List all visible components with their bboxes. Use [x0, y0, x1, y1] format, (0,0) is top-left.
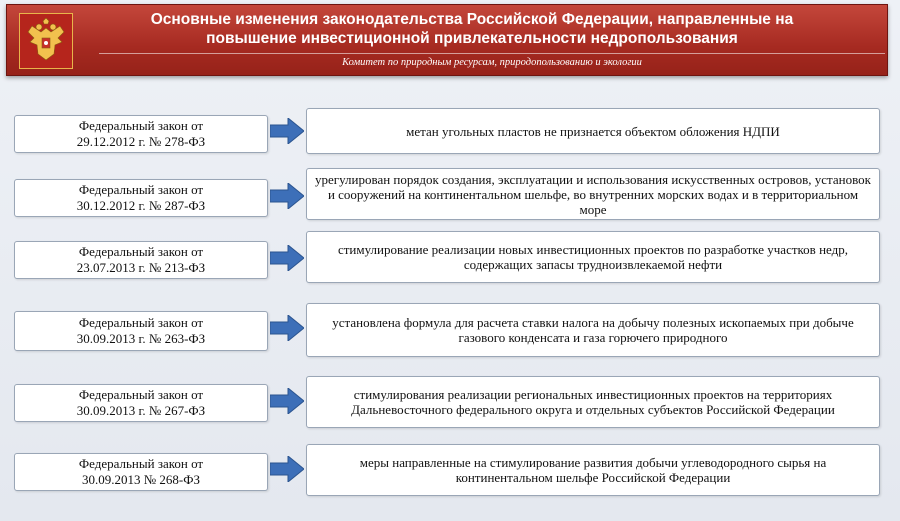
description-text: стимулирования реализации региональных инвестиционных проектов на территориях Дальневосточного федерального округа и отдельных субъектов Российской Федерации — [351, 387, 835, 417]
law-box — [14, 115, 268, 153]
page-title: Основные изменения законодательства Российской Федерации, направленные на повышение инвестиционной привлекательности недропользования — [150, 11, 794, 47]
description-text: стимулирование реализации новых инвестиционных проектов по разработке участков недр, содержащих запасы трудноизвлекаемой нефти — [337, 242, 848, 272]
law-number: 29.12.2012 г. № 278-ФЗ — [76, 134, 206, 149]
law-title: Федеральный закон от — [78, 244, 204, 259]
law-number: 30.12.2012 г. № 287-ФЗ — [76, 198, 206, 213]
description-box — [306, 444, 880, 496]
law-number: 23.07.2013 г. № 213-ФЗ — [76, 260, 206, 275]
law-number: 30.09.2013 г. № 267-ФЗ — [76, 403, 206, 418]
law-number: 30.09.2013 № 268-ФЗ — [81, 472, 200, 487]
arrow-right-icon — [270, 245, 304, 271]
law-title: Федеральный закон от — [78, 182, 204, 197]
law-box — [14, 179, 268, 217]
arrow-right-icon — [270, 183, 304, 209]
law-title: Федеральный закон от — [78, 456, 204, 471]
description-text: установлена формула для расчета ставки налога на добычу полезных ископаемых при добыче газового конденсата и газа горючего природного — [332, 315, 854, 345]
law-number: 30.09.2013 г. № 263-ФЗ — [76, 331, 206, 346]
description-box — [306, 231, 880, 283]
slide-header — [6, 4, 888, 76]
law-box — [14, 241, 268, 279]
description-text: метан угольных пластов не признается объектом обложения НДПИ — [406, 123, 780, 139]
description-box — [306, 108, 880, 154]
law-title: Федеральный закон от — [78, 315, 204, 330]
law-title: Федеральный закон от — [78, 387, 204, 402]
description-box — [306, 376, 880, 428]
law-title: Федеральный закон от — [78, 118, 204, 133]
arrow-right-icon — [270, 388, 304, 414]
law-box — [14, 384, 268, 422]
arrow-right-icon — [270, 456, 304, 482]
arrow-right-icon — [270, 315, 304, 341]
law-box — [14, 453, 268, 491]
page-subtitle: Комитет по природным ресурсам, природопользованию и экологии — [99, 53, 885, 72]
description-box — [306, 168, 880, 220]
arrow-right-icon — [270, 118, 304, 144]
coat-of-arms-icon — [19, 13, 73, 69]
law-box — [14, 311, 268, 351]
description-text: меры направленные на стимулирование развития добычи углеводородного сырья на континентальном шельфе Российской Федерации — [359, 455, 827, 485]
description-text: урегулирован порядок создания, эксплуатации и использования искусственных островов, установок и сооружений на континентальном шельфе, во внутренних морских водах и в территориальном море — [315, 171, 871, 217]
description-box — [306, 303, 880, 357]
